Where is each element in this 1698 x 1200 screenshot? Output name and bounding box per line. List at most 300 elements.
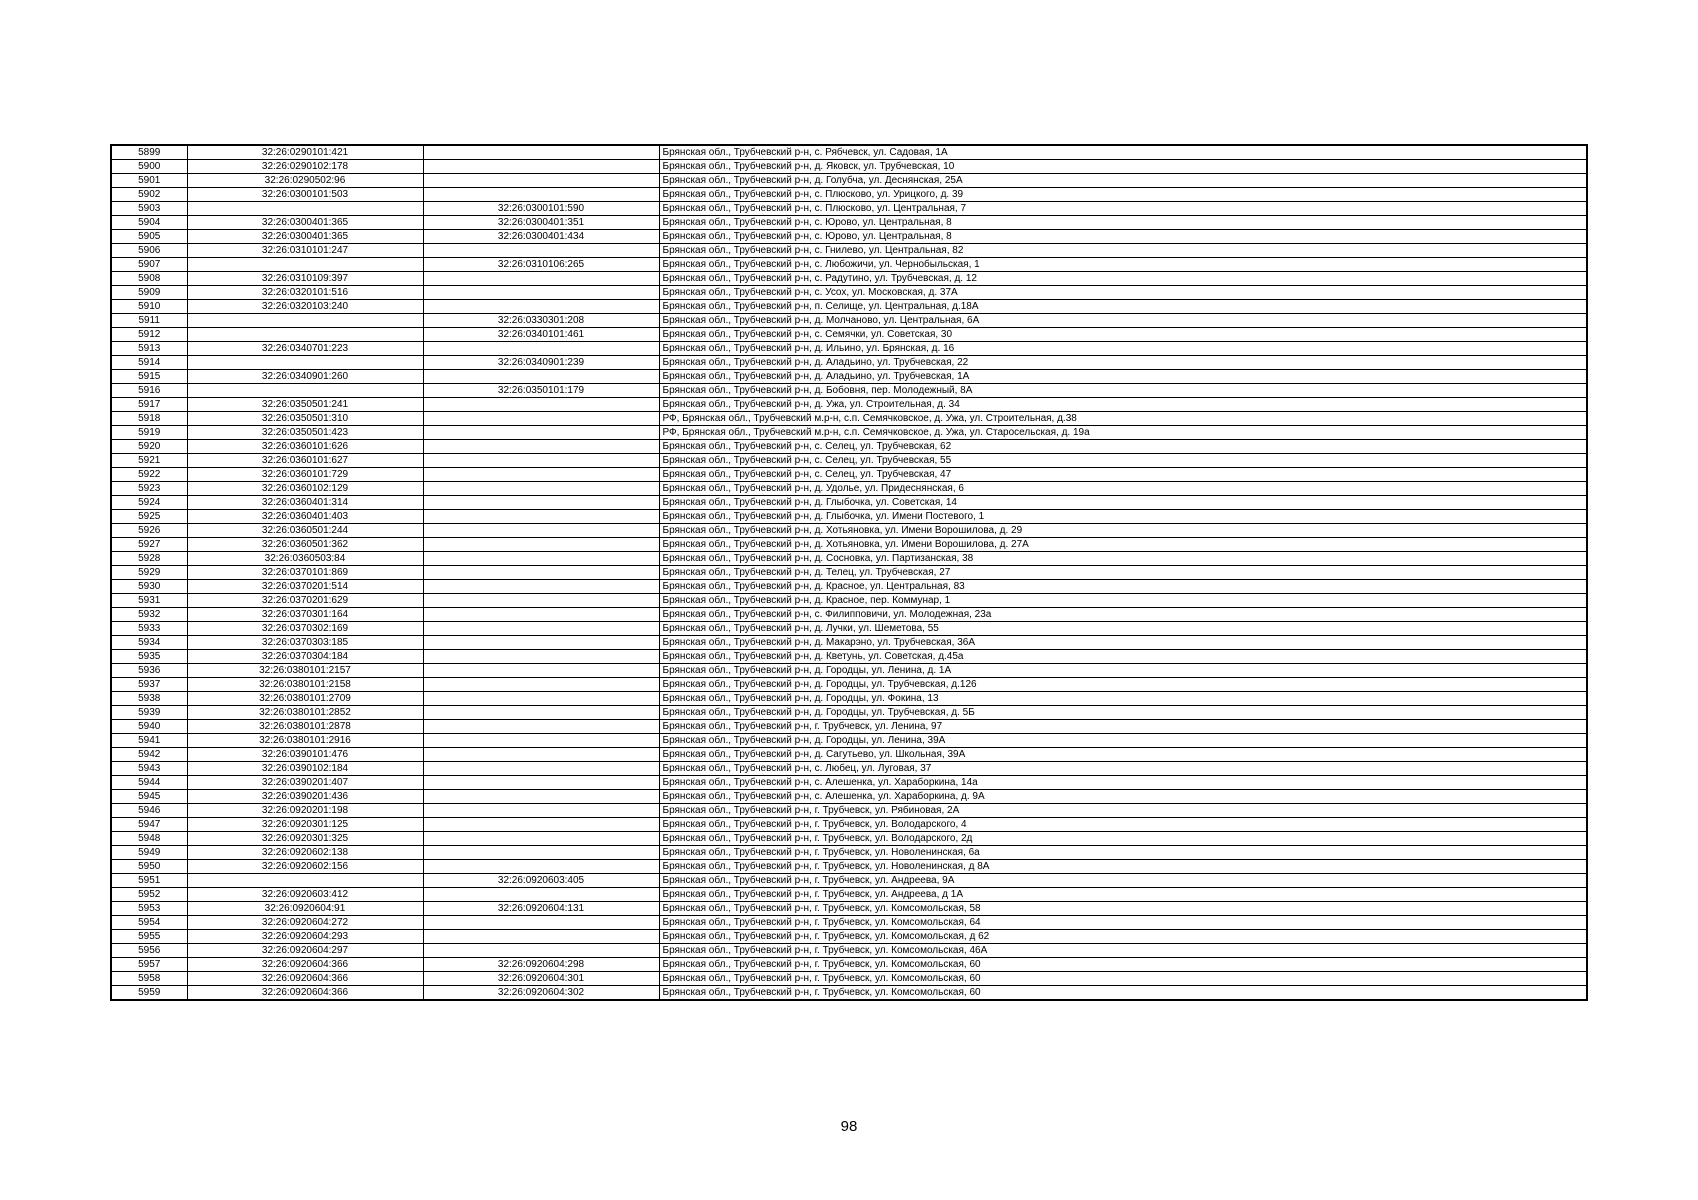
cadastral-number-cell: 32:26:0340701:223	[187, 342, 423, 356]
linked-cadastral-number-cell: 32:26:0920604:301	[423, 972, 659, 986]
address-cell: Брянская обл., Трубчевский р-н, д. Бобовня, пер. Молодежный, 8А	[659, 384, 1587, 398]
address-cell: Брянская обл., Трубчевский р-н, с. Селец, ул. Трубчевская, 62	[659, 440, 1587, 454]
row-number-cell: 5941	[111, 734, 187, 748]
linked-cadastral-number-cell: 32:26:0300401:434	[423, 230, 659, 244]
cadastral-number-cell	[187, 356, 423, 370]
address-cell: Брянская обл., Трубчевский р-н, д. Хотьяновка, ул. Имени Ворошилова, д. 29	[659, 524, 1587, 538]
table-row	[111, 860, 1587, 874]
table-row	[111, 888, 1587, 902]
row-number-cell: 5945	[111, 790, 187, 804]
row-number-cell: 5925	[111, 510, 187, 524]
address-cell: Брянская обл., Трубчевский р-н, д. Кветунь, ул. Советская, д.45а	[659, 650, 1587, 664]
address-cell: Брянская обл., Трубчевский р-н, с. Плюсково, ул. Центральная, 7	[659, 202, 1587, 216]
row-number-cell: 5914	[111, 356, 187, 370]
row-number-cell: 5907	[111, 258, 187, 272]
address-cell: Брянская обл., Трубчевский р-н, д. Сосновка, ул. Партизанская, 38	[659, 552, 1587, 566]
linked-cadastral-number-cell	[423, 706, 659, 720]
linked-cadastral-number-cell: 32:26:0350101:179	[423, 384, 659, 398]
row-number-cell: 5906	[111, 244, 187, 258]
cadastral-number-cell: 32:26:0370301:164	[187, 608, 423, 622]
table-row	[111, 412, 1587, 426]
row-number-cell: 5910	[111, 300, 187, 314]
cadastral-number-cell: 32:26:0920604:91	[187, 902, 423, 916]
table-row	[111, 986, 1587, 1001]
table-row	[111, 482, 1587, 496]
table-row	[111, 468, 1587, 482]
linked-cadastral-number-cell	[423, 720, 659, 734]
cadastral-number-cell: 32:26:0380101:2878	[187, 720, 423, 734]
cadastral-number-cell: 32:26:0920604:293	[187, 930, 423, 944]
address-cell: Брянская обл., Трубчевский р-н, г. Трубчевск, ул. Андреева, 9А	[659, 874, 1587, 888]
address-cell: Брянская обл., Трубчевский р-н, д. Городцы, ул. Трубчевская, д.126	[659, 678, 1587, 692]
row-number-cell: 5902	[111, 188, 187, 202]
linked-cadastral-number-cell	[423, 692, 659, 706]
linked-cadastral-number-cell	[423, 916, 659, 930]
table-row	[111, 650, 1587, 664]
table-row	[111, 804, 1587, 818]
table-row	[111, 664, 1587, 678]
table-row	[111, 720, 1587, 734]
address-cell: Брянская обл., Трубчевский р-н, д. Удолье, ул. Придеснянская, 6	[659, 482, 1587, 496]
row-number-cell: 5904	[111, 216, 187, 230]
linked-cadastral-number-cell	[423, 454, 659, 468]
address-cell: Брянская обл., Трубчевский р-н, д. Яковск, ул. Трубчевская, 10	[659, 160, 1587, 174]
row-number-cell: 5931	[111, 594, 187, 608]
linked-cadastral-number-cell	[423, 762, 659, 776]
cadastral-number-cell: 32:26:0320101:516	[187, 286, 423, 300]
cadastral-number-cell: 32:26:0340901:260	[187, 370, 423, 384]
linked-cadastral-number-cell: 32:26:0920604:131	[423, 902, 659, 916]
cadastral-number-cell: 32:26:0360101:626	[187, 440, 423, 454]
row-number-cell: 5935	[111, 650, 187, 664]
row-number-cell: 5939	[111, 706, 187, 720]
row-number-cell: 5940	[111, 720, 187, 734]
linked-cadastral-number-cell	[423, 776, 659, 790]
table-row	[111, 944, 1587, 958]
cadastral-number-cell: 32:26:0920604:297	[187, 944, 423, 958]
table-row	[111, 958, 1587, 972]
cadastral-number-cell: 32:26:0920201:198	[187, 804, 423, 818]
linked-cadastral-number-cell	[423, 608, 659, 622]
cadastral-number-cell: 32:26:0350501:310	[187, 412, 423, 426]
row-number-cell: 5924	[111, 496, 187, 510]
address-cell: Брянская обл., Трубчевский р-н, с. Гнилево, ул. Центральная, 82	[659, 244, 1587, 258]
table-row	[111, 874, 1587, 888]
linked-cadastral-number-cell	[423, 412, 659, 426]
table-row	[111, 202, 1587, 216]
cadastral-number-cell: 32:26:0920604:366	[187, 972, 423, 986]
row-number-cell: 5917	[111, 398, 187, 412]
linked-cadastral-number-cell	[423, 594, 659, 608]
linked-cadastral-number-cell	[423, 286, 659, 300]
linked-cadastral-number-cell	[423, 160, 659, 174]
row-number-cell: 5903	[111, 202, 187, 216]
table-row	[111, 188, 1587, 202]
address-cell: Брянская обл., Трубчевский р-н, г. Трубчевск, ул. Володарского, 4	[659, 818, 1587, 832]
table-row	[111, 622, 1587, 636]
row-number-cell: 5943	[111, 762, 187, 776]
address-cell: Брянская обл., Трубчевский р-н, г. Трубчевск, ул. Андреева, д 1А	[659, 888, 1587, 902]
address-cell: РФ, Брянская обл., Трубчевский м.р-н, с.п. Семячковское, д. Ужа, ул. Старосельская, д. 19а	[659, 426, 1587, 440]
cadastral-number-cell: 32:26:0920604:272	[187, 916, 423, 930]
linked-cadastral-number-cell	[423, 145, 659, 160]
row-number-cell: 5946	[111, 804, 187, 818]
table-row	[111, 762, 1587, 776]
row-number-cell: 5944	[111, 776, 187, 790]
linked-cadastral-number-cell	[423, 748, 659, 762]
linked-cadastral-number-cell: 32:26:0340101:461	[423, 328, 659, 342]
row-number-cell: 5957	[111, 958, 187, 972]
cadastral-number-cell: 32:26:0390201:436	[187, 790, 423, 804]
address-cell: Брянская обл., Трубчевский р-н, д. Телец, ул. Трубчевская, 27	[659, 566, 1587, 580]
cadastral-number-cell	[187, 314, 423, 328]
linked-cadastral-number-cell	[423, 930, 659, 944]
row-number-cell: 5899	[111, 145, 187, 160]
table-row	[111, 426, 1587, 440]
linked-cadastral-number-cell	[423, 818, 659, 832]
linked-cadastral-number-cell	[423, 510, 659, 524]
linked-cadastral-number-cell	[423, 468, 659, 482]
cadastral-number-cell	[187, 202, 423, 216]
records-table-body	[111, 145, 1587, 1000]
linked-cadastral-number-cell	[423, 552, 659, 566]
address-cell: Брянская обл., Трубчевский р-н, г. Трубчевск, ул. Володарского, 2д	[659, 832, 1587, 846]
table-row	[111, 538, 1587, 552]
address-cell: Брянская обл., Трубчевский р-н, д. Аладьино, ул. Трубчевская, 22	[659, 356, 1587, 370]
table-row	[111, 286, 1587, 300]
cadastral-number-cell: 32:26:0390201:407	[187, 776, 423, 790]
table-row	[111, 608, 1587, 622]
address-cell: Брянская обл., Трубчевский р-н, д. Городцы, ул. Ленина, д. 1А	[659, 664, 1587, 678]
cadastral-number-cell: 32:26:0290102:178	[187, 160, 423, 174]
table-row	[111, 706, 1587, 720]
address-cell: Брянская обл., Трубчевский р-н, д. Молчаново, ул. Центральная, 6А	[659, 314, 1587, 328]
table-row	[111, 580, 1587, 594]
linked-cadastral-number-cell	[423, 734, 659, 748]
table-row	[111, 398, 1587, 412]
address-cell: Брянская обл., Трубчевский р-н, г. Трубчевск, ул. Комсомольская, 60	[659, 972, 1587, 986]
address-cell: Брянская обл., Трубчевский р-н, г. Трубчевск, ул. Комсомольская, 60	[659, 958, 1587, 972]
address-cell: Брянская обл., Трубчевский р-н, д. Сагутьево, ул. Школьная, 39А	[659, 748, 1587, 762]
row-number-cell: 5937	[111, 678, 187, 692]
address-cell: Брянская обл., Трубчевский р-н, с. Алешенка, ул. Хараборкина, д. 9А	[659, 790, 1587, 804]
table-row	[111, 328, 1587, 342]
address-cell: Брянская обл., Трубчевский р-н, д. Красное, пер. Коммунар, 1	[659, 594, 1587, 608]
row-number-cell: 5905	[111, 230, 187, 244]
cadastral-number-cell: 32:26:0350501:423	[187, 426, 423, 440]
linked-cadastral-number-cell	[423, 678, 659, 692]
address-cell: Брянская обл., Трубчевский р-н, д. Городцы, ул. Трубчевская, д. 5Б	[659, 706, 1587, 720]
row-number-cell: 5934	[111, 636, 187, 650]
records-table	[110, 144, 1588, 1001]
table-row	[111, 496, 1587, 510]
address-cell: Брянская обл., Трубчевский р-н, п. Селище, ул. Центральная, д.18А	[659, 300, 1587, 314]
table-row	[111, 454, 1587, 468]
table-row	[111, 145, 1587, 160]
cadastral-number-cell: 32:26:0360401:403	[187, 510, 423, 524]
table-row	[111, 692, 1587, 706]
cadastral-number-cell: 32:26:0390102:184	[187, 762, 423, 776]
row-number-cell: 5921	[111, 454, 187, 468]
address-cell: Брянская обл., Трубчевский р-н, г. Трубчевск, ул. Комсомольская, 60	[659, 986, 1587, 1001]
table-row	[111, 356, 1587, 370]
cadastral-number-cell: 32:26:0380101:2158	[187, 678, 423, 692]
linked-cadastral-number-cell	[423, 300, 659, 314]
linked-cadastral-number-cell: 32:26:0330301:208	[423, 314, 659, 328]
cadastral-number-cell: 32:26:0370303:185	[187, 636, 423, 650]
table-row	[111, 930, 1587, 944]
table-row	[111, 440, 1587, 454]
table-row	[111, 902, 1587, 916]
linked-cadastral-number-cell	[423, 524, 659, 538]
table-row	[111, 832, 1587, 846]
row-number-cell: 5913	[111, 342, 187, 356]
linked-cadastral-number-cell	[423, 804, 659, 818]
address-cell: Брянская обл., Трубчевский р-н, с. Рябчевск, ул. Садовая, 1А	[659, 145, 1587, 160]
row-number-cell: 5932	[111, 608, 187, 622]
row-number-cell: 5951	[111, 874, 187, 888]
linked-cadastral-number-cell	[423, 174, 659, 188]
address-cell: Брянская обл., Трубчевский р-н, д. Городцы, ул. Ленина, 39А	[659, 734, 1587, 748]
address-cell: Брянская обл., Трубчевский р-н, д. Глыбочка, ул. Советская, 14	[659, 496, 1587, 510]
cadastral-number-cell: 32:26:0300401:365	[187, 216, 423, 230]
linked-cadastral-number-cell	[423, 440, 659, 454]
cadastral-number-cell: 32:26:0370302:169	[187, 622, 423, 636]
address-cell: Брянская обл., Трубчевский р-н, д. Хотьяновка, ул. Имени Ворошилова, д. 27А	[659, 538, 1587, 552]
linked-cadastral-number-cell	[423, 832, 659, 846]
linked-cadastral-number-cell: 32:26:0920604:302	[423, 986, 659, 1001]
linked-cadastral-number-cell	[423, 622, 659, 636]
cadastral-number-cell: 32:26:0370304:184	[187, 650, 423, 664]
address-cell: Брянская обл., Трубчевский р-н, г. Трубчевск, ул. Комсомольская, 58	[659, 902, 1587, 916]
cadastral-number-cell: 32:26:0370201:629	[187, 594, 423, 608]
row-number-cell: 5929	[111, 566, 187, 580]
row-number-cell: 5908	[111, 272, 187, 286]
linked-cadastral-number-cell	[423, 636, 659, 650]
table-row	[111, 916, 1587, 930]
table-row	[111, 230, 1587, 244]
cadastral-number-cell: 32:26:0360102:129	[187, 482, 423, 496]
cadastral-number-cell: 32:26:0360101:627	[187, 454, 423, 468]
row-number-cell: 5923	[111, 482, 187, 496]
linked-cadastral-number-cell	[423, 370, 659, 384]
row-number-cell: 5922	[111, 468, 187, 482]
table-row	[111, 678, 1587, 692]
linked-cadastral-number-cell	[423, 342, 659, 356]
address-cell: Брянская обл., Трубчевский р-н, с. Усох, ул. Московская, д. 37А	[659, 286, 1587, 300]
table-row	[111, 244, 1587, 258]
cadastral-number-cell: 32:26:0380101:2709	[187, 692, 423, 706]
table-row	[111, 300, 1587, 314]
row-number-cell: 5912	[111, 328, 187, 342]
table-row	[111, 818, 1587, 832]
table-row	[111, 846, 1587, 860]
row-number-cell: 5956	[111, 944, 187, 958]
table-row	[111, 272, 1587, 286]
table-row	[111, 748, 1587, 762]
row-number-cell: 5958	[111, 972, 187, 986]
linked-cadastral-number-cell: 32:26:0340901:239	[423, 356, 659, 370]
address-cell: Брянская обл., Трубчевский р-н, д. Городцы, ул. Фокина, 13	[659, 692, 1587, 706]
row-number-cell: 5942	[111, 748, 187, 762]
address-cell: РФ, Брянская обл., Трубчевский м.р-н, с.п. Семячковское, д. Ужа, ул. Строительная, д.38	[659, 412, 1587, 426]
row-number-cell: 5901	[111, 174, 187, 188]
cadastral-number-cell: 32:26:0320103:240	[187, 300, 423, 314]
linked-cadastral-number-cell: 32:26:0300401:351	[423, 216, 659, 230]
address-cell: Брянская обл., Трубчевский р-н, д. Макарэно, ул. Трубчевская, 36А	[659, 636, 1587, 650]
row-number-cell: 5915	[111, 370, 187, 384]
row-number-cell: 5900	[111, 160, 187, 174]
row-number-cell: 5953	[111, 902, 187, 916]
linked-cadastral-number-cell	[423, 846, 659, 860]
cadastral-number-cell	[187, 384, 423, 398]
row-number-cell: 5911	[111, 314, 187, 328]
linked-cadastral-number-cell	[423, 790, 659, 804]
cadastral-number-cell: 32:26:0920602:138	[187, 846, 423, 860]
address-cell: Брянская обл., Трубчевский р-н, с. Радутино, ул. Трубчевская, д. 12	[659, 272, 1587, 286]
address-cell: Брянская обл., Трубчевский р-н, с. Любец, ул. Луговая, 37	[659, 762, 1587, 776]
row-number-cell: 5909	[111, 286, 187, 300]
cadastral-number-cell: 32:26:0380101:2916	[187, 734, 423, 748]
table-row	[111, 734, 1587, 748]
cadastral-number-cell: 32:26:0370201:514	[187, 580, 423, 594]
linked-cadastral-number-cell	[423, 538, 659, 552]
linked-cadastral-number-cell	[423, 272, 659, 286]
cadastral-number-cell: 32:26:0920602:156	[187, 860, 423, 874]
cadastral-number-cell: 32:26:0310101:247	[187, 244, 423, 258]
cadastral-number-cell: 32:26:0390101:476	[187, 748, 423, 762]
address-cell: Брянская обл., Трубчевский р-н, д. Ильино, ул. Брянская, д. 16	[659, 342, 1587, 356]
row-number-cell: 5948	[111, 832, 187, 846]
cadastral-number-cell: 32:26:0360501:362	[187, 538, 423, 552]
cadastral-number-cell: 32:26:0380101:2157	[187, 664, 423, 678]
linked-cadastral-number-cell: 32:26:0300101:590	[423, 202, 659, 216]
table-row	[111, 342, 1587, 356]
row-number-cell: 5918	[111, 412, 187, 426]
table-row	[111, 552, 1587, 566]
row-number-cell: 5955	[111, 930, 187, 944]
address-cell: Брянская обл., Трубчевский р-н, г. Трубчевск, ул. Комсомольская, 64	[659, 916, 1587, 930]
linked-cadastral-number-cell	[423, 566, 659, 580]
cadastral-number-cell: 32:26:0920301:325	[187, 832, 423, 846]
row-number-cell: 5916	[111, 384, 187, 398]
address-cell: Брянская обл., Трубчевский р-н, г. Трубчевск, ул. Комсомольская, 46А	[659, 944, 1587, 958]
cadastral-number-cell: 32:26:0300101:503	[187, 188, 423, 202]
linked-cadastral-number-cell	[423, 482, 659, 496]
table-row	[111, 972, 1587, 986]
cadastral-number-cell: 32:26:0360503:84	[187, 552, 423, 566]
table-row	[111, 790, 1587, 804]
row-number-cell: 5927	[111, 538, 187, 552]
cadastral-number-cell: 32:26:0290502:96	[187, 174, 423, 188]
table-row	[111, 384, 1587, 398]
linked-cadastral-number-cell: 32:26:0920604:298	[423, 958, 659, 972]
linked-cadastral-number-cell	[423, 496, 659, 510]
table-row	[111, 216, 1587, 230]
cadastral-number-cell	[187, 874, 423, 888]
table-row	[111, 160, 1587, 174]
linked-cadastral-number-cell	[423, 426, 659, 440]
address-cell: Брянская обл., Трубчевский р-н, д. Аладьино, ул. Трубчевская, 1А	[659, 370, 1587, 384]
address-cell: Брянская обл., Трубчевский р-н, д. Ужа, ул. Строительная, д. 34	[659, 398, 1587, 412]
address-cell: Брянская обл., Трубчевский р-н, с. Селец, ул. Трубчевская, 47	[659, 468, 1587, 482]
cadastral-number-cell: 32:26:0920604:366	[187, 958, 423, 972]
cadastral-number-cell: 32:26:0360401:314	[187, 496, 423, 510]
cadastral-number-cell: 32:26:0310109:397	[187, 272, 423, 286]
linked-cadastral-number-cell	[423, 888, 659, 902]
cadastral-number-cell: 32:26:0360101:729	[187, 468, 423, 482]
row-number-cell: 5933	[111, 622, 187, 636]
row-number-cell: 5920	[111, 440, 187, 454]
linked-cadastral-number-cell	[423, 188, 659, 202]
address-cell: Брянская обл., Трубчевский р-н, г. Трубчевск, ул. Комсомольская, д 62	[659, 930, 1587, 944]
address-cell: Брянская обл., Трубчевский р-н, с. Юрово, ул. Центральная, 8	[659, 216, 1587, 230]
address-cell: Брянская обл., Трубчевский р-н, с. Селец, ул. Трубчевская, 55	[659, 454, 1587, 468]
table-row	[111, 510, 1587, 524]
address-cell: Брянская обл., Трубчевский р-н, д. Голубча, ул. Деснянская, 25А	[659, 174, 1587, 188]
table-row	[111, 566, 1587, 580]
linked-cadastral-number-cell	[423, 860, 659, 874]
cadastral-number-cell	[187, 328, 423, 342]
address-cell: Брянская обл., Трубчевский р-н, г. Трубчевск, ул. Новоленинская, 6а	[659, 846, 1587, 860]
linked-cadastral-number-cell	[423, 664, 659, 678]
address-cell: Брянская обл., Трубчевский р-н, г. Трубчевск, ул. Ленина, 97	[659, 720, 1587, 734]
address-cell: Брянская обл., Трубчевский р-н, с. Алешенка, ул. Хараборкина, 14а	[659, 776, 1587, 790]
linked-cadastral-number-cell: 32:26:0920603:405	[423, 874, 659, 888]
table-row	[111, 524, 1587, 538]
cadastral-number-cell: 32:26:0920603:412	[187, 888, 423, 902]
page-number: 98	[840, 1118, 858, 1135]
cadastral-number-cell: 32:26:0920604:366	[187, 986, 423, 1001]
cadastral-number-cell	[187, 258, 423, 272]
cadastral-number-cell: 32:26:0300401:365	[187, 230, 423, 244]
cadastral-number-cell: 32:26:0380101:2852	[187, 706, 423, 720]
row-number-cell: 5954	[111, 916, 187, 930]
linked-cadastral-number-cell	[423, 244, 659, 258]
address-cell: Брянская обл., Трубчевский р-н, г. Трубчевск, ул. Новоленинская, д 8А	[659, 860, 1587, 874]
table-row	[111, 776, 1587, 790]
address-cell: Брянская обл., Трубчевский р-н, с. Семячки, ул. Советская, 30	[659, 328, 1587, 342]
cadastral-number-cell: 32:26:0920301:125	[187, 818, 423, 832]
row-number-cell: 5930	[111, 580, 187, 594]
row-number-cell: 5936	[111, 664, 187, 678]
address-cell: Брянская обл., Трубчевский р-н, д. Красное, ул. Центральная, 83	[659, 580, 1587, 594]
address-cell: Брянская обл., Трубчевский р-н, г. Трубчевск, ул. Рябиновая, 2А	[659, 804, 1587, 818]
table-row	[111, 314, 1587, 328]
row-number-cell: 5926	[111, 524, 187, 538]
address-cell: Брянская обл., Трубчевский р-н, д. Глыбочка, ул. Имени Постевого, 1	[659, 510, 1587, 524]
table-row	[111, 258, 1587, 272]
cadastral-number-cell: 32:26:0290101:421	[187, 145, 423, 160]
table-row	[111, 636, 1587, 650]
table-row	[111, 370, 1587, 384]
row-number-cell: 5938	[111, 692, 187, 706]
linked-cadastral-number-cell	[423, 650, 659, 664]
address-cell: Брянская обл., Трубчевский р-н, с. Филипповичи, ул. Молодежная, 23а	[659, 608, 1587, 622]
row-number-cell: 5959	[111, 986, 187, 1001]
row-number-cell: 5947	[111, 818, 187, 832]
row-number-cell: 5950	[111, 860, 187, 874]
linked-cadastral-number-cell: 32:26:0310106:265	[423, 258, 659, 272]
linked-cadastral-number-cell	[423, 398, 659, 412]
cadastral-number-cell: 32:26:0360501:244	[187, 524, 423, 538]
address-cell: Брянская обл., Трубчевский р-н, с. Юрово, ул. Центральная, 8	[659, 230, 1587, 244]
address-cell: Брянская обл., Трубчевский р-н, с. Плюсково, ул. Урицкого, д. 39	[659, 188, 1587, 202]
row-number-cell: 5949	[111, 846, 187, 860]
address-cell: Брянская обл., Трубчевский р-н, д. Лучки, ул. Шеметова, 55	[659, 622, 1587, 636]
row-number-cell: 5952	[111, 888, 187, 902]
cadastral-number-cell: 32:26:0350501:241	[187, 398, 423, 412]
